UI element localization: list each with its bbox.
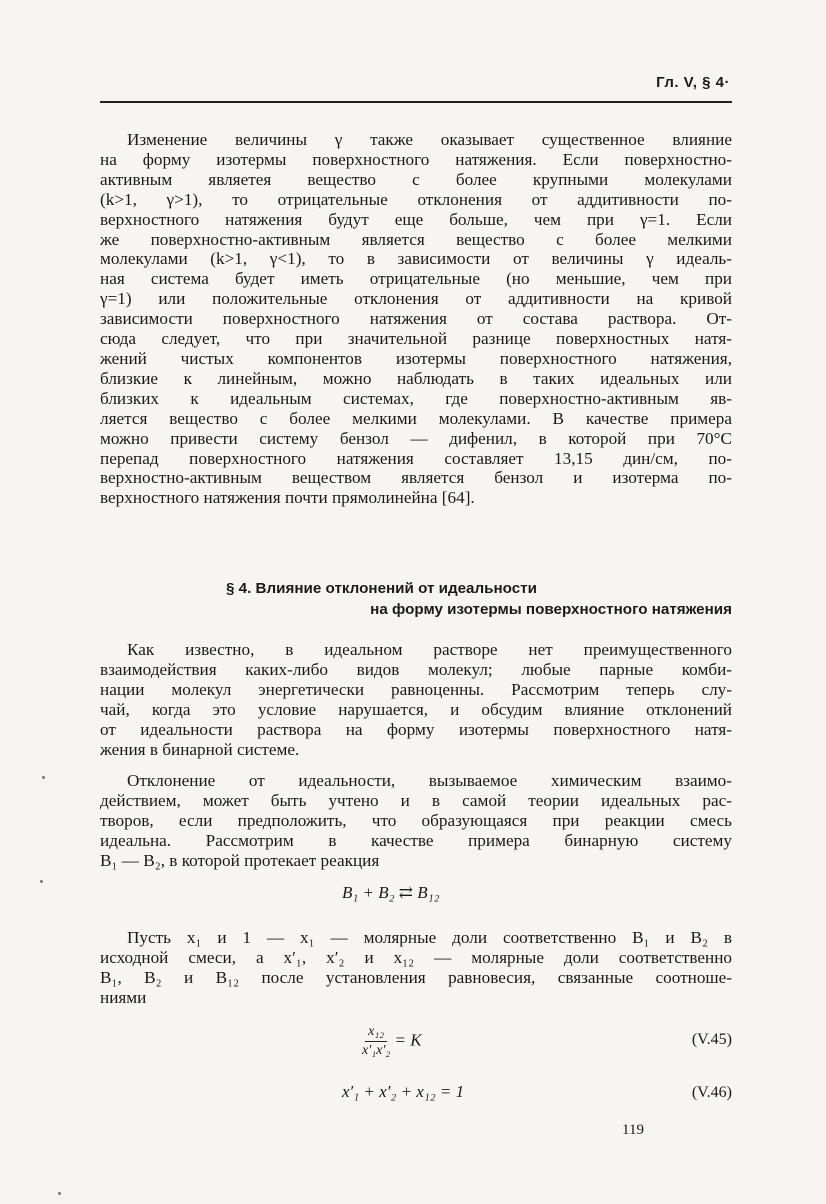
reaction-equation: B₁ + B₂ ⇄ B₁₂	[342, 883, 440, 902]
text-line: сюда следует, что при значительной разнице поверхностных натя-	[100, 329, 732, 349]
text-line: Как известно, в идеальном растворе нет преимущественного	[127, 640, 732, 659]
page-number: 119	[622, 1122, 644, 1138]
paragraph-ideal-solution	[100, 640, 732, 759]
equation-v46: x′₁ + x′₂ + x₁₂ = 1	[342, 1082, 465, 1101]
text-line: жений чистых компонентов изотермы поверхностного натяжения,	[100, 348, 732, 368]
equation-v46-number: (V.46)	[691, 1084, 732, 1101]
text-line: активным являетея вещество с более крупными молекулами	[100, 169, 732, 189]
scan-speck	[42, 776, 45, 779]
equation-v45-numerator: x₁₂	[365, 1024, 387, 1042]
text-line: верхностного натяжения будут еще больше, чем при γ=1. Если	[100, 209, 732, 229]
text-line: на форму изотермы поверхностного натяжения. Если поверхностно-	[100, 149, 732, 169]
equation-v45-rhs: = K	[394, 1030, 422, 1050]
paragraph-surface-tension-gamma	[100, 130, 732, 508]
section-title-line-2: на форму изотермы поверхностного натяжения	[370, 601, 732, 618]
text-line: верхностно-активным веществом является бензол и изотерма по-	[100, 468, 732, 488]
equation-v45-denominator: x′₁x′₂	[362, 1043, 391, 1058]
text-line: верхностного натяжения почти прямолинейна [64].	[100, 488, 475, 508]
equation-v45-number: (V.45)	[691, 1031, 732, 1048]
text-line: жения в бинарной системе.	[100, 739, 300, 759]
text-line: перепад поверхностного натяжения составляет 13,15 дин/см, по-	[100, 448, 732, 468]
text-line: можно привести систему бензол — дифенил, в которой при 70°С	[100, 428, 732, 448]
text-line: ляется вещество с более мелкими молекулами. В качестве примера	[100, 408, 732, 428]
text-line: Изменение величины γ также оказывает существенное влияние	[127, 130, 732, 149]
text-line: зависимости поверхностного натяжения от состава раствора. От-	[100, 309, 732, 329]
section-title	[100, 578, 732, 620]
section-title-line-1: § 4. Влияние отклонений от идеальности	[226, 580, 537, 597]
text-line: (k>1, γ>1), то отрицательные отклонения от аддитивности по-	[100, 189, 732, 209]
header-rule	[100, 101, 732, 103]
text-line: от идеальности раствора на форму изотермы поверхностного натя-	[100, 719, 732, 739]
text-line: ная система будет иметь отрицательные (но меньшие, чем при	[100, 269, 732, 289]
paragraph-mole-fractions	[100, 928, 732, 1008]
text-line: взаимодействия каких-либо видов молекул; любые парные комби-	[100, 659, 732, 679]
text-line: чай, когда это условие нарушается, и обсудим влияние отклонений	[100, 699, 732, 719]
equation-v45-fraction	[362, 1024, 390, 1059]
scan-speck	[58, 1192, 61, 1195]
text-line: идеальна. Рассмотрим в качестве примера бинарную систему	[100, 830, 732, 850]
text-line: близких к идеальным системах, где поверхностно-активным яв-	[100, 388, 732, 408]
text-line: исходной смеси, а x′₁, x′₂ и x₁₂ — молярные доли соответственно	[100, 947, 732, 967]
text-line: γ=1) или положительные отклонения от аддитивности на кривой	[100, 289, 732, 309]
text-line: ниями	[100, 987, 147, 1007]
text-line: Отклонение от идеальности, вызываемое химическим взаимо-	[127, 771, 732, 790]
text-line: молекулами (k>1, γ<1), то в зависимости от величины γ идеаль-	[100, 249, 732, 269]
running-head: Гл. V, § 4·	[656, 74, 730, 91]
text-line: нации молекул энергетически равноценны. Рассмотрим теперь слу-	[100, 679, 732, 699]
text-line: B₁, B₂ и B₁₂ после установления равновесия, связанные соотноше-	[100, 967, 732, 987]
scan-speck	[40, 880, 43, 883]
equation-v45	[362, 1024, 422, 1059]
text-line: близкие к линейным, можно наблюдать в таких идеальных или	[100, 368, 732, 388]
text-line: Пусть x₁ и 1 — x₁ — молярные доли соответственно B₁ и B₂ в	[127, 928, 732, 947]
text-line: творов, если предположить, что образующаяся при реакции смесь	[100, 810, 732, 830]
text-line: B₁ — B₂, в которой протекает реакция	[100, 850, 380, 870]
text-line: действием, может быть учтено и в самой теории идеальных рас-	[100, 790, 732, 810]
paragraph-deviation-chemical	[100, 771, 732, 871]
text-line: же поверхностно-активным является вещество с более мелкими	[100, 229, 732, 249]
